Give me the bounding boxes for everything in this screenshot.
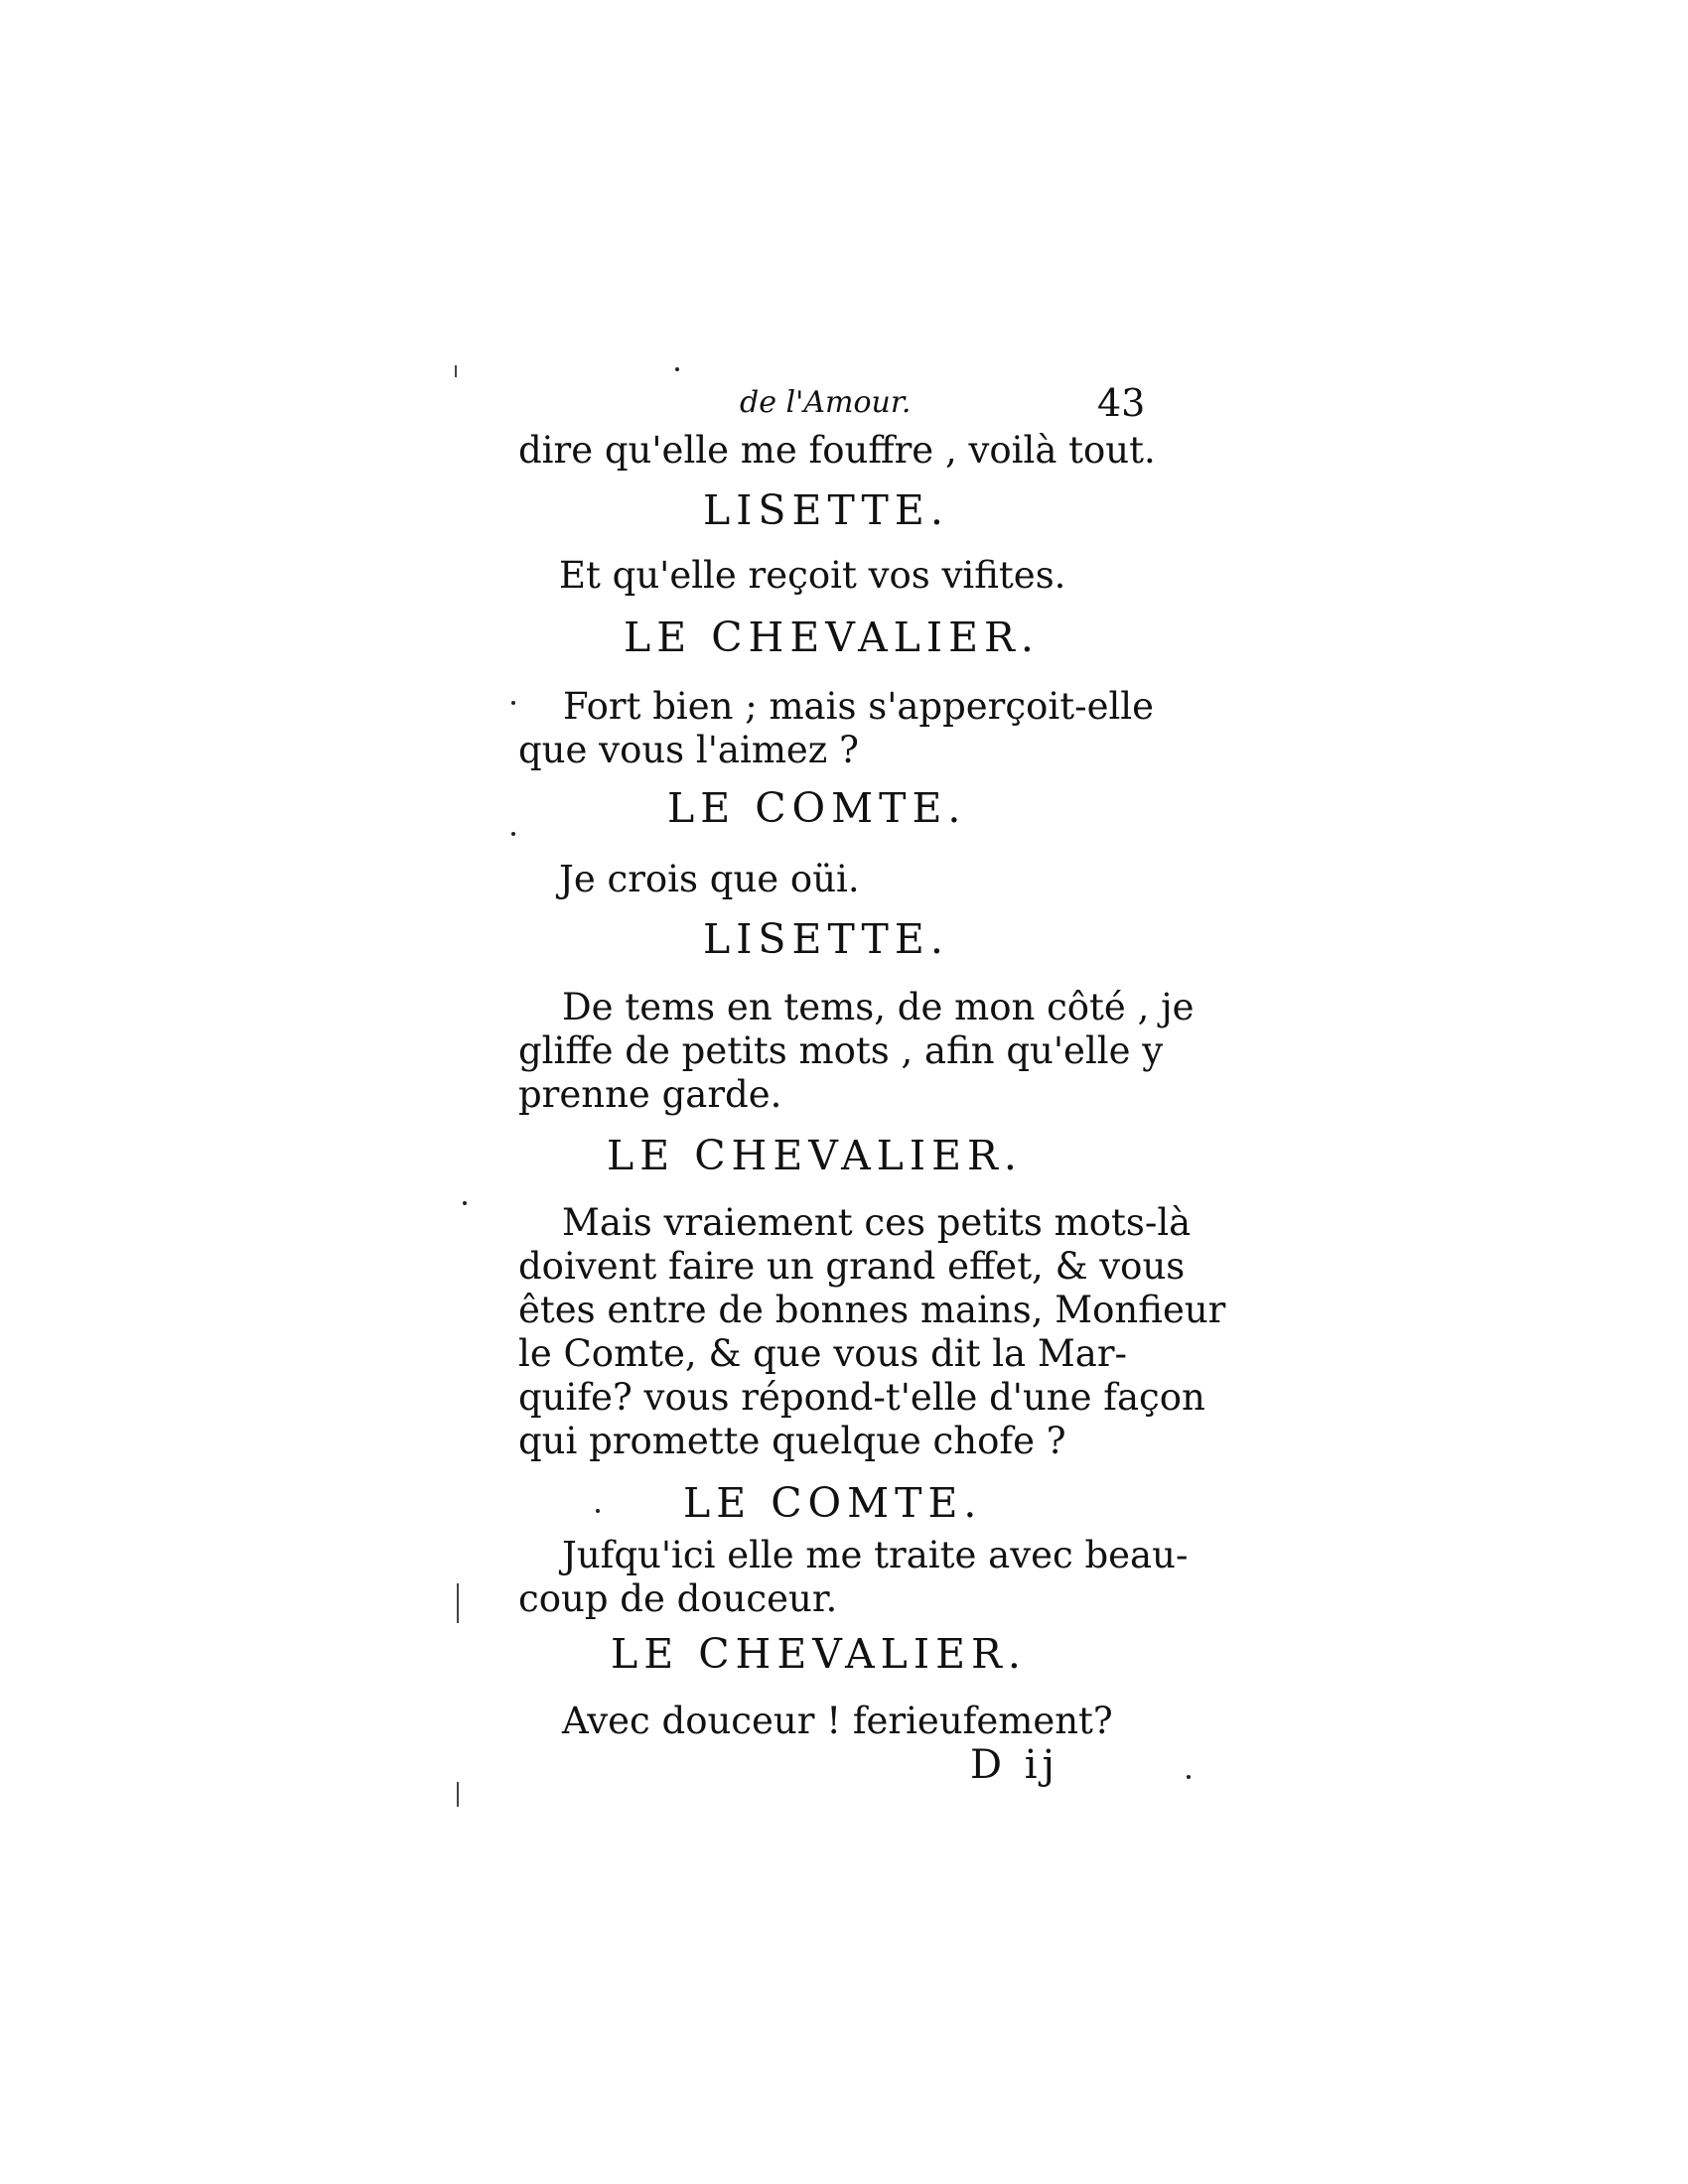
print-speck bbox=[511, 701, 515, 705]
speaker-heading: LE COMTE. bbox=[667, 784, 967, 832]
text-line: dire qu'elle me fouffre , voilà tout. bbox=[518, 429, 1156, 472]
speaker-heading: LISETTE. bbox=[703, 915, 949, 963]
text-line: que vous l'aimez ? bbox=[518, 729, 859, 771]
speaker-heading: LE CHEVALIER. bbox=[624, 614, 1040, 661]
print-speck bbox=[511, 832, 515, 836]
text-line: gliffe de petits mots , afin qu'elle y bbox=[518, 1029, 1164, 1072]
print-speck bbox=[463, 1201, 467, 1205]
speaker-heading: LE CHEVALIER. bbox=[607, 1132, 1023, 1179]
print-speck bbox=[675, 367, 679, 371]
text-line: De tems en tems, de mon côté , je bbox=[562, 986, 1195, 1028]
print-speck bbox=[596, 1509, 600, 1513]
text-line: doivent faire un grand effet, & vous bbox=[518, 1245, 1186, 1288]
text-line: prenne garde. bbox=[518, 1073, 782, 1116]
print-speck bbox=[1187, 1775, 1191, 1779]
text-line: Jufqu'ici elle me traite avec beau- bbox=[562, 1534, 1189, 1576]
text-line: coup de douceur. bbox=[518, 1577, 838, 1620]
text-line: quife? vous répond-t'elle d'une façon bbox=[518, 1376, 1205, 1419]
running-head: de l'Amour. bbox=[740, 385, 912, 420]
text-line: Mais vraiement ces petits mots-là bbox=[562, 1201, 1192, 1244]
text-line: qui promette quelque chofe ? bbox=[518, 1420, 1066, 1462]
signature-mark: D ij bbox=[970, 1742, 1059, 1788]
margin-mark bbox=[457, 1782, 459, 1807]
text-line: Avec douceur ! ferieufement? bbox=[562, 1700, 1113, 1742]
margin-mark bbox=[455, 365, 457, 377]
speaker-heading: LE CHEVALIER. bbox=[611, 1630, 1027, 1678]
text-line: êtes entre de bonnes mains, Monfieur bbox=[518, 1289, 1226, 1331]
text-line: le Comte, & que vous dit la Mar- bbox=[518, 1332, 1128, 1375]
speaker-heading: LE COMTE. bbox=[683, 1479, 983, 1527]
page-number: 43 bbox=[1097, 381, 1146, 425]
text-line: Je crois que oüi. bbox=[559, 858, 860, 900]
text-line: Fort bien ; mais s'apperçoit-elle bbox=[563, 685, 1155, 728]
text-line: Et qu'elle reçoit vos vifites. bbox=[559, 554, 1066, 597]
speaker-heading: LISETTE. bbox=[703, 486, 949, 534]
margin-mark bbox=[457, 1583, 459, 1623]
